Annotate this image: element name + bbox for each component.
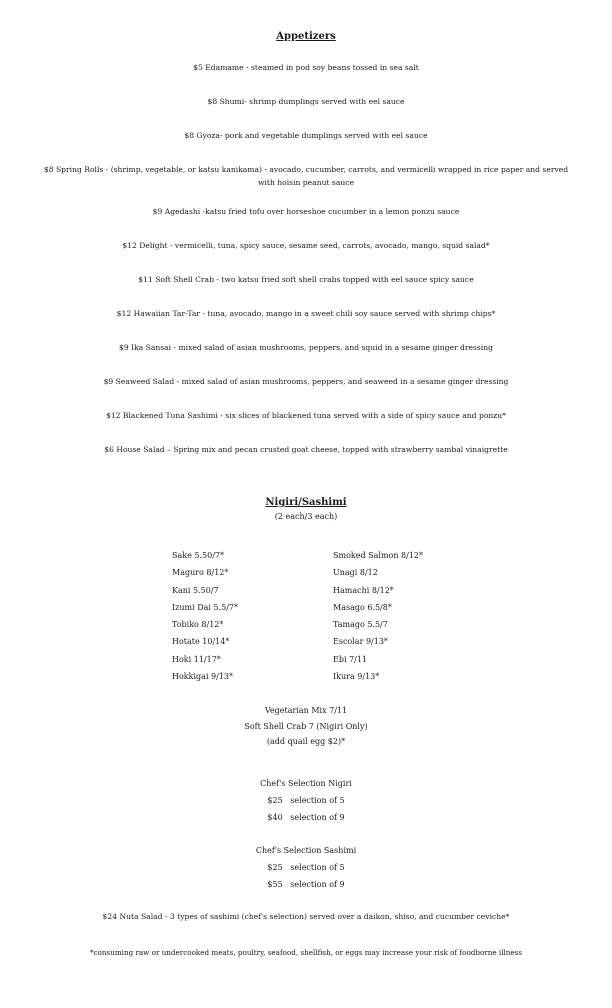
chef-sashimi-option: $55 selection of 9 (267, 880, 345, 889)
chef-sashimi-option: $25 selection of 5 (267, 863, 345, 872)
chef-sashimi-title: Chef's Selection Sashimi (255, 846, 357, 855)
appetizer-item: $8 Shumi- shrimp dumplings served with eel sauce (207, 97, 405, 106)
nigiri-item: Hamachi 8/12* (333, 585, 394, 595)
nigiri-item: Masago 6.5/8* (333, 602, 392, 612)
nigiri-item: Izumi Dai 5.5/7* (172, 602, 239, 612)
appetizer-item: $8 Spring Rolls - (shrimp, vegetable, or katsu kanikama) - avocado, cucumber, carrots, and vermicelli wrapped in rice paper and served with hoisin peanut sauce (43, 165, 569, 187)
appetizer-item: $12 Delight - vermicelli, tuna, spicy sauce, sesame seed, carrots, avocado, mango, squid salad* (122, 241, 490, 250)
raw-food-disclaimer: *consuming raw or undercooked meats, poultry, seafood, shellfish, or eggs may increase your risk of foodborne illness (89, 948, 523, 957)
nigiri-extras (0, 703, 612, 750)
extra-item: Vegetarian Mix 7/11 (264, 706, 348, 715)
nigiri-item: Maguro 8/12* (172, 568, 229, 578)
appetizer-item: $9 Agedashi -katsu fried tofu over horseshoe cucumber in a lemon ponzu sauce (152, 207, 460, 216)
nigiri-section (0, 497, 612, 521)
appetizers-section (0, 31, 612, 456)
appetizer-item: $11 Soft Shell Crab - two katsu fried soft shell crabs topped with eel sauce spicy sauce (138, 275, 474, 284)
appetizer-item: $9 Ika Sansai - mixed salad of asian mushrooms, peppers, and squid in a sesame ginger dressing (119, 343, 493, 352)
nigiri-subheading: (2 each/3 each) (274, 512, 338, 521)
nigiri-item: Unagi 8/12 (333, 568, 378, 578)
chef-selection-nigiri (0, 775, 612, 826)
appetizers-heading: Appetizers (276, 31, 336, 42)
appetizer-item: $5 Edamame - steamed in pod soy beans tossed in sea salt (193, 63, 419, 72)
nigiri-item: Sake 5.50/7* (172, 551, 224, 560)
chef-selection-sashimi (0, 842, 612, 893)
chef-nigiri-option: $25 selection of 5 (267, 796, 345, 805)
appetizer-item: $12 Blackened Tuna Sashimi - six slices of blackened tuna served with a side of spicy sauce and ponzu* (106, 411, 506, 420)
nigiri-heading: Nigiri/Sashimi (265, 497, 347, 508)
nigiri-right-column (333, 547, 423, 685)
chef-nigiri-option: $40 selection of 9 (267, 813, 345, 822)
nigiri-item: Ikura 9/13* (333, 672, 380, 682)
appetizer-item: $9 Seaweed Salad - mixed salad of asian mushrooms, peppers, and seaweed in a sesame ginger dressing (103, 377, 509, 386)
nigiri-item: Hoki 11/17* (172, 654, 221, 664)
chef-nigiri-title: Chef's Selection Nigiri (260, 779, 352, 788)
nigiri-item: Tobiko 8/12* (172, 620, 224, 630)
appetizer-item: $6 House Salad – Spring mix and pecan crusted goat cheese, topped with strawberry sambal vinaigrette (104, 445, 508, 454)
nigiri-item: Tamago 5.5/7 (333, 620, 388, 630)
nigiri-left-column (172, 547, 238, 685)
extra-item: Soft Shell Crab 7 (Nigiri Only) (244, 721, 368, 731)
nigiri-item: Hotate 10/14* (172, 637, 230, 647)
nigiri-item: Smoked Salmon 8/12* (333, 551, 423, 560)
nigiri-item: Kani 5.50/7 (172, 585, 219, 595)
appetizer-item: $12 Hawaiian Tar-Tar - tuna, avocado, mango in a sweet chili soy sauce served with shrimp chips* (116, 309, 496, 318)
nigiri-item: Hokkigai 9/13* (172, 672, 234, 682)
nigiri-item: Ebi 7/11 (333, 654, 368, 664)
extra-item: (add quail egg $2)* (266, 737, 346, 746)
nuta-salad-item: $24 Nuta Salad - 3 types of sashimi (chef's selection) served over a daikon, shiso, and cucumber ceviche* (102, 912, 510, 921)
appetizer-item: $8 Gyoza- pork and vegetable dumplings served with eel sauce (184, 131, 428, 140)
nigiri-item: Escolar 9/13* (333, 637, 388, 647)
